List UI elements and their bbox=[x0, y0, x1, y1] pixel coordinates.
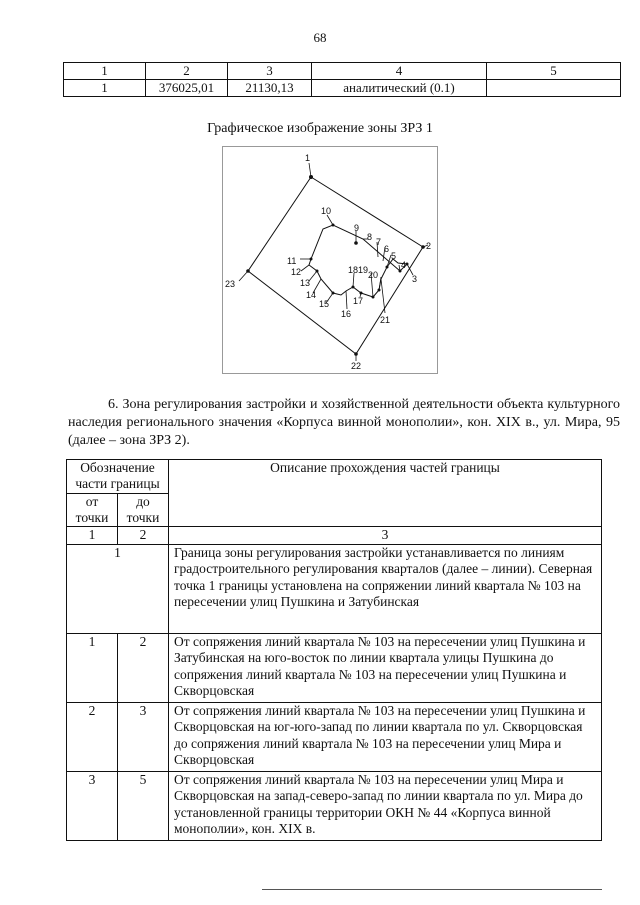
point-label: 18 bbox=[348, 265, 359, 275]
row-to-point: 3 bbox=[118, 702, 169, 771]
leader-lines bbox=[239, 163, 428, 361]
row-from-point: 1 bbox=[67, 544, 169, 633]
page-number: 68 bbox=[313, 30, 327, 45]
coordinates-header-cell: 3 bbox=[228, 63, 312, 80]
point-label: 21 bbox=[380, 315, 391, 325]
point-label: 6 bbox=[384, 244, 390, 254]
row-description: От сопряжения линий квартала № 103 на пересечении улиц Пушкина и Скворцовская на юг-юго-запад по линии квартала по ул. Скворцовская до сопряжения линий квартала № 103 на пересечении улиц Мира и Скворцовская bbox=[169, 702, 602, 771]
desc-column-numbers-row bbox=[67, 527, 602, 545]
outer-boundary-line bbox=[248, 177, 423, 354]
header-designation: Обозначение части границы bbox=[67, 460, 169, 494]
point-label: 4 bbox=[401, 260, 407, 270]
inner-boundary-line bbox=[309, 225, 407, 297]
coordinates-header-cell: 2 bbox=[146, 63, 228, 80]
header-description: Описание прохождения частей границы bbox=[169, 460, 602, 527]
coordinates-cell: аналитический (0.1) bbox=[312, 80, 487, 97]
point-label: 11 bbox=[287, 256, 297, 266]
coordinates-cell: 21130,13 bbox=[228, 80, 312, 97]
coordinates-header-cell: 1 bbox=[64, 63, 146, 80]
boundary-description-table bbox=[66, 459, 602, 841]
header-to: до точки bbox=[118, 494, 169, 527]
row-to-point: 5 bbox=[118, 771, 169, 840]
point-label: 9 bbox=[354, 223, 360, 233]
point-label: 2 bbox=[426, 241, 432, 251]
point-label: 13 bbox=[300, 278, 311, 288]
row-description: Граница зоны регулирования застройки устанавливается по линиям градостроительного регулирования кварталов (далее – линии). Северная точка 1 границы установлена на сопряжении линий квартала № 103 на пересечении улиц Пушкина и Затубинская bbox=[169, 544, 602, 633]
coordinates-header-cell: 5 bbox=[487, 63, 621, 80]
row-from-point: 2 bbox=[67, 702, 118, 771]
coordinates-cell: 1 bbox=[64, 80, 146, 97]
coordinates-cell: 376025,01 bbox=[146, 80, 228, 97]
point-label: 20 bbox=[368, 270, 379, 280]
point-label: 5 bbox=[391, 251, 397, 261]
table-row bbox=[67, 633, 602, 702]
table-row bbox=[67, 544, 602, 633]
column-number: 1 bbox=[67, 527, 118, 545]
footer-rule bbox=[262, 889, 602, 890]
vertex-markers bbox=[246, 175, 425, 356]
zone-diagram-svg bbox=[223, 147, 437, 373]
point-label: 15 bbox=[319, 299, 330, 309]
row-description: От сопряжения линий квартала № 103 на пересечении улиц Пушкина и Затубинская на юго-восток по линии квартала улицы Пушкина до сопряжения линий квартала № 103 на пересечении улиц Пушкина и Скворцовская bbox=[169, 633, 602, 702]
row-to-point: 2 bbox=[118, 633, 169, 702]
point-label: 17 bbox=[353, 296, 364, 306]
coordinates-header-row bbox=[64, 63, 621, 80]
zone-diagram bbox=[222, 146, 438, 374]
column-number: 2 bbox=[118, 527, 169, 545]
row-from-point: 1 bbox=[67, 633, 118, 702]
point-label: 1 bbox=[305, 153, 311, 163]
desc-header-row bbox=[67, 460, 602, 494]
point-label: 22 bbox=[351, 361, 362, 371]
table-row bbox=[67, 771, 602, 840]
column-number: 3 bbox=[169, 527, 602, 545]
point-label: 14 bbox=[306, 290, 317, 300]
row-description: От сопряжения линий квартала № 103 на пересечении улиц Мира и Скворцовская на запад-северо-запад по линии квартала по ул. Мира до установленной границы территории ОКН № 44 «Корпуса винной монополии», кон. XIX в. bbox=[169, 771, 602, 840]
point-label: 19 bbox=[358, 265, 369, 275]
point-label: 7 bbox=[376, 237, 382, 247]
point-label: 12 bbox=[291, 267, 302, 277]
coordinates-table bbox=[63, 62, 621, 97]
row-from-point: 3 bbox=[67, 771, 118, 840]
coordinates-data-row bbox=[64, 80, 621, 97]
figure-title: Графическое изображение зоны ЗРЗ 1 bbox=[207, 121, 433, 136]
coordinates-header-cell: 4 bbox=[312, 63, 487, 80]
table-row bbox=[67, 702, 602, 771]
point-label: 23 bbox=[225, 279, 236, 289]
point-label: 3 bbox=[412, 274, 418, 284]
coordinates-cell bbox=[487, 80, 621, 97]
section-paragraph: 6. Зона регулирования застройки и хозяйственной деятельности объекта культурного наследия регионального значения «Корпуса винной монополии», кон. XIX в., ул. Мира, 95 (далее – зона ЗРЗ 2). bbox=[68, 397, 620, 448]
header-from: от точки bbox=[67, 494, 118, 527]
point-label: 16 bbox=[341, 309, 352, 319]
point-label: 8 bbox=[367, 232, 373, 242]
point-label: 10 bbox=[321, 206, 332, 216]
